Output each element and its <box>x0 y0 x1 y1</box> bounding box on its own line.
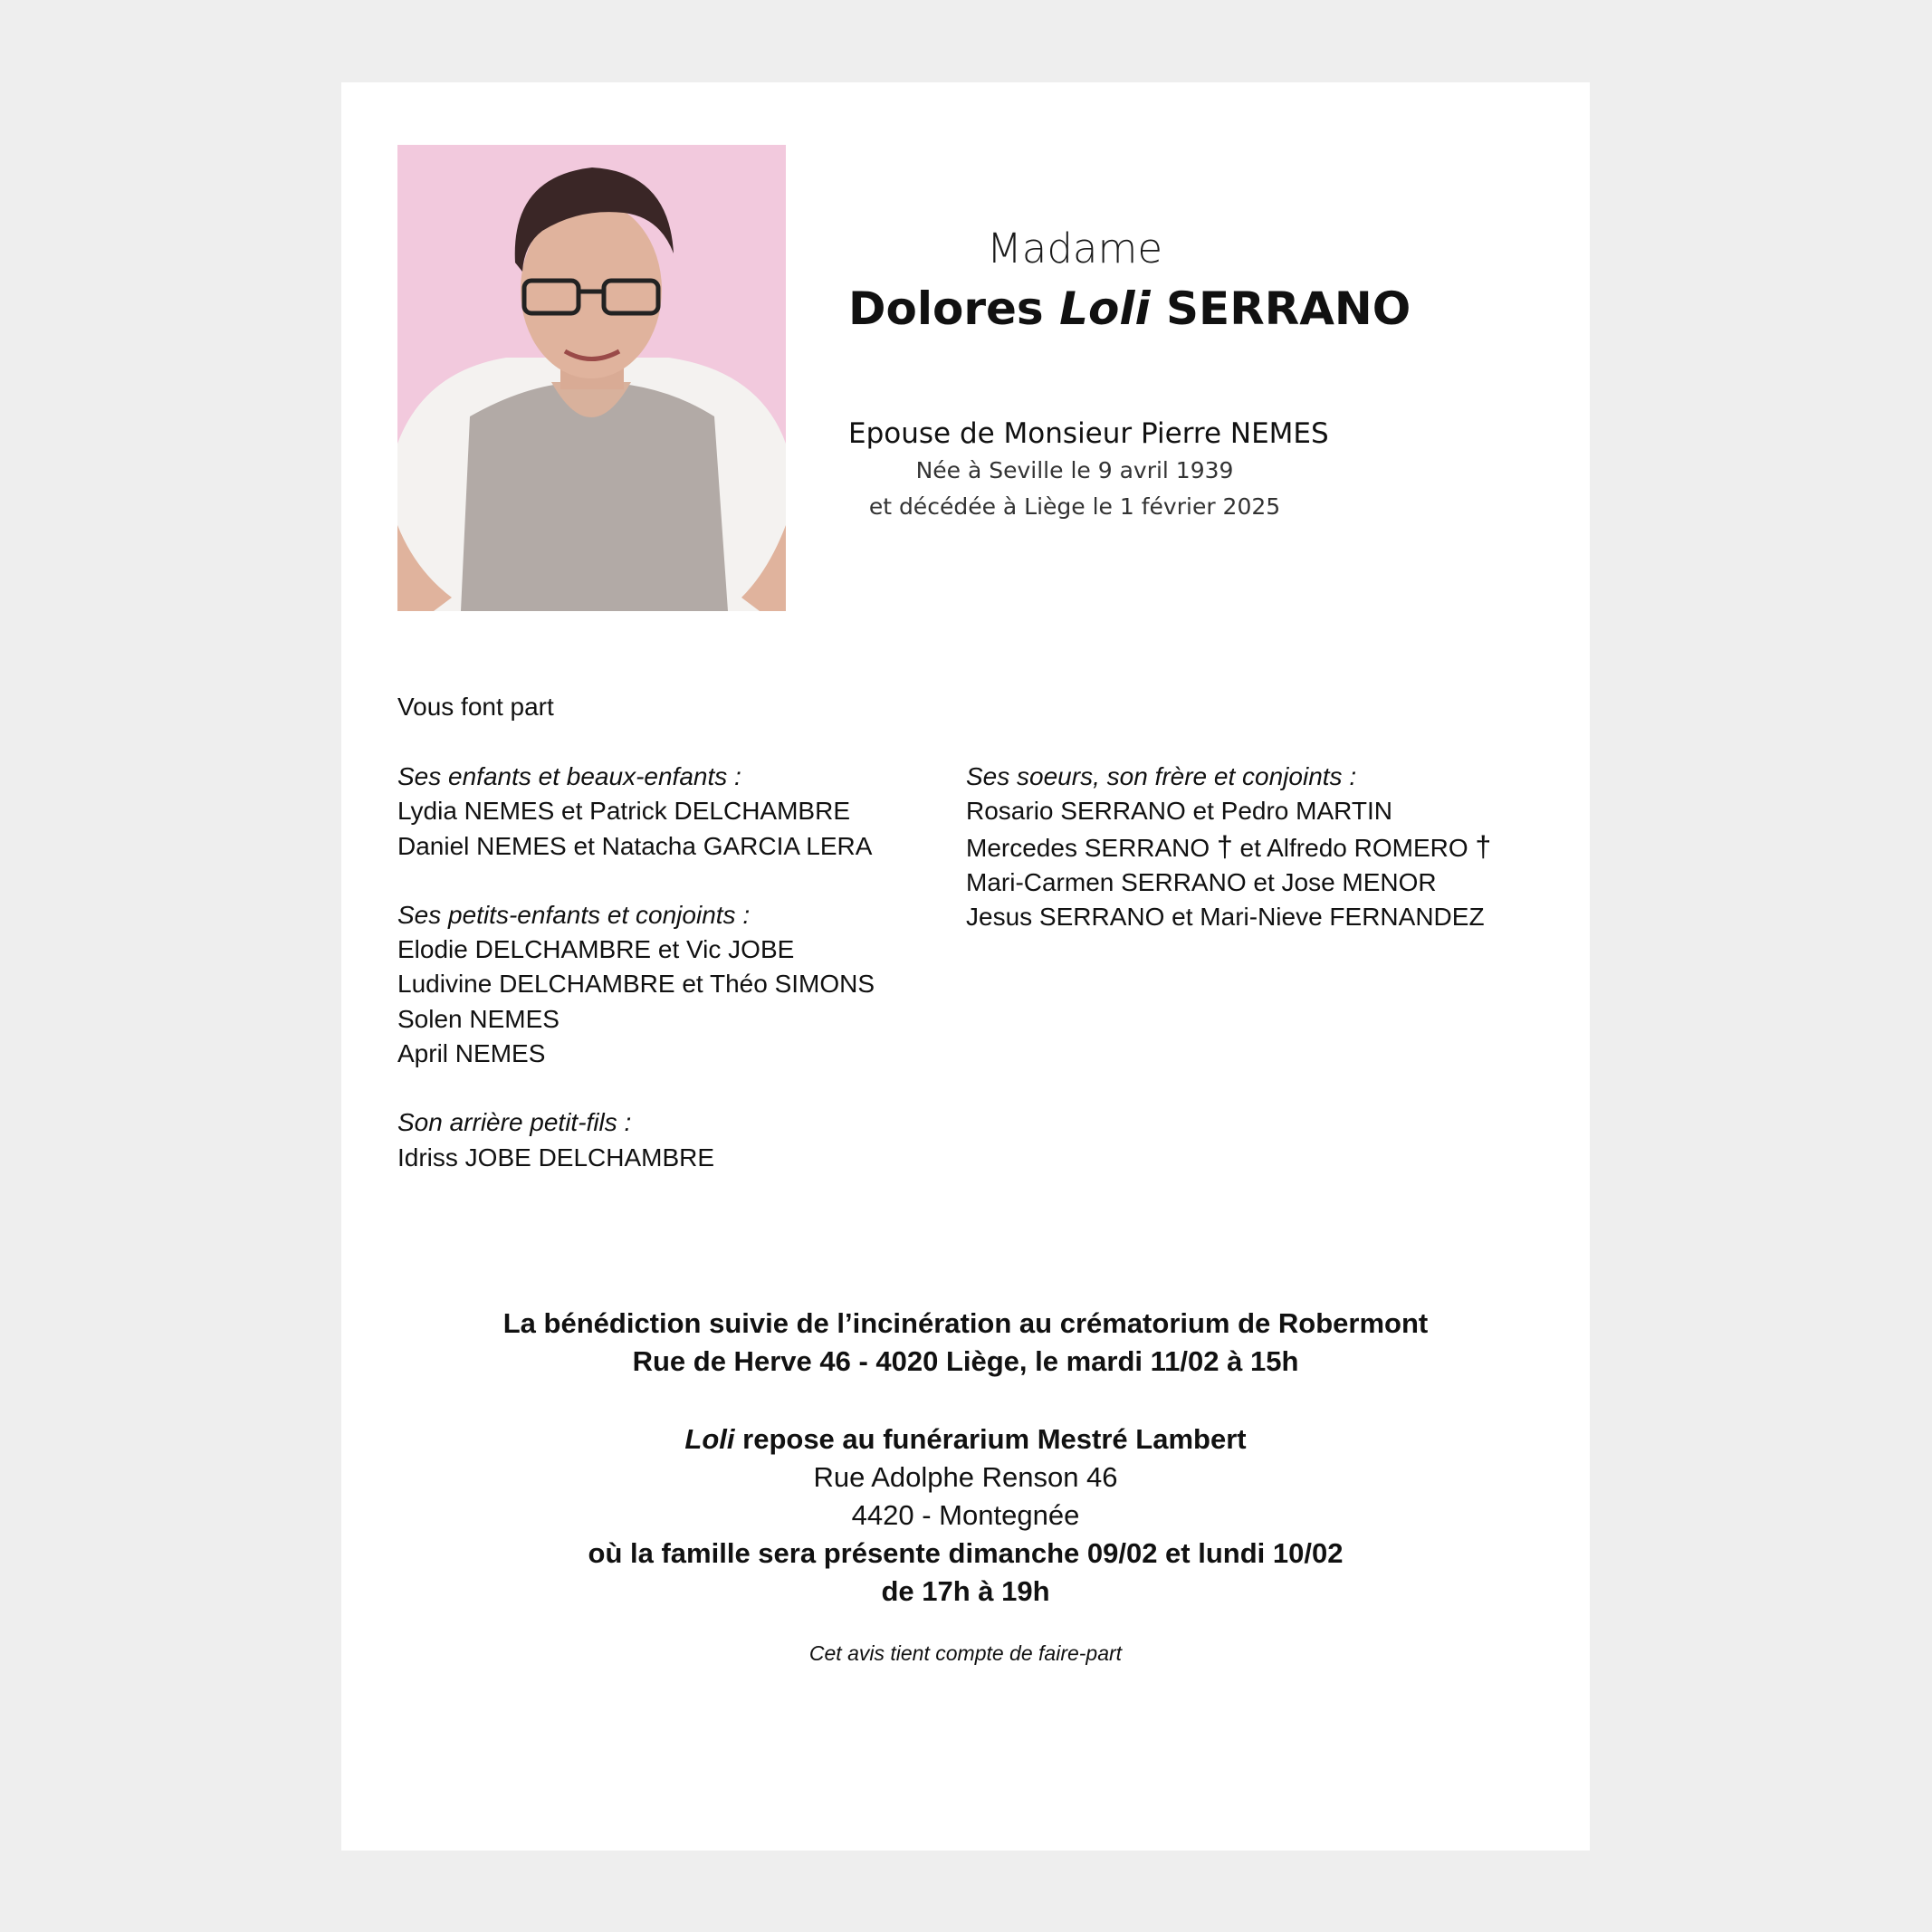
title: Madame <box>986 225 1163 273</box>
obituary-sheet <box>341 82 1590 1851</box>
group-label: Ses petits-enfants et conjoints : <box>397 900 751 929</box>
portrait-illustration <box>397 145 786 611</box>
group-label: Son arrière petit-fils : <box>397 1108 632 1137</box>
funeral-home-block <box>341 1420 1590 1611</box>
nickname: Loli <box>1059 282 1151 335</box>
first-name: Dolores <box>848 282 1044 335</box>
group-label: Ses soeurs, son frère et conjoints : <box>966 762 1357 790</box>
family-name: Idriss JOBE DELCHAMBRE <box>397 1143 715 1172</box>
spouse-line: Epouse de Monsieur Pierre NEMES <box>848 417 1329 450</box>
funeral-home-line <box>341 1420 1590 1459</box>
intro-text: Vous font part <box>397 693 554 721</box>
family-name-part: Mercedes SERRANO <box>966 833 1210 862</box>
funeral-home-city: 4420 - Montegnée <box>851 1499 1080 1531</box>
family-name: Solen NEMES <box>397 1004 560 1033</box>
death-line: et décédée à Liège le 1 février 2025 <box>868 493 1281 520</box>
family-group <box>397 760 875 864</box>
cross-icon: † <box>1475 829 1492 863</box>
family-group <box>397 898 875 1071</box>
deceased-header <box>848 223 1411 525</box>
family-name: Rosario SERRANO et Pedro MARTIN <box>966 797 1392 826</box>
funeral-home-street: Rue Adolphe Renson 46 <box>813 1461 1118 1493</box>
family-left-column <box>397 760 875 1210</box>
family-name: Jesus SERRANO et Mari-Nieve FERNANDEZ <box>966 903 1485 932</box>
deceased-name <box>848 277 1411 340</box>
nickname: Loli <box>684 1423 735 1455</box>
cross-icon: † <box>1216 829 1233 863</box>
ceremony-block <box>341 1305 1590 1381</box>
family-group <box>397 1105 875 1175</box>
funeral-home-text: repose au funérarium Mestré Lambert <box>742 1423 1247 1455</box>
ceremony-address: Rue de Herve 46 - 4020 Liège, le mardi 11/02 à 15h <box>632 1345 1299 1377</box>
family-name: Daniel NEMES et Natacha GARCIA LERA <box>397 831 873 860</box>
portrait-photo <box>397 145 786 611</box>
surname: SERRANO <box>1166 282 1411 335</box>
visiting-hours: de 17h à 19h <box>881 1575 1050 1607</box>
family-name: Mari-Carmen SERRANO et Jose MENOR <box>966 867 1437 896</box>
birth-line: Née à Seville le 9 avril 1939 <box>915 457 1234 483</box>
family-name: Ludivine DELCHAMBRE et Théo SIMONS <box>397 970 875 999</box>
family-name: Lydia NEMES et Patrick DELCHAMBRE <box>397 797 850 826</box>
family-name: April NEMES <box>397 1039 546 1068</box>
family-name <box>966 829 1491 866</box>
footer-note: Cet avis tient compte de faire-part <box>808 1641 1123 1665</box>
visiting-days: où la famille sera présente dimanche 09/02 et lundi 10/02 <box>588 1537 1344 1569</box>
ceremony-line: La bénédiction suivie de l’incinération au crématorium de Robermont <box>502 1307 1429 1339</box>
family-name-part: et Alfredo ROMERO <box>1239 833 1468 862</box>
group-label: Ses enfants et beaux-enfants : <box>397 762 741 790</box>
family-right-column <box>966 760 1491 934</box>
family-name: Elodie DELCHAMBRE et Vic JOBE <box>397 935 795 964</box>
